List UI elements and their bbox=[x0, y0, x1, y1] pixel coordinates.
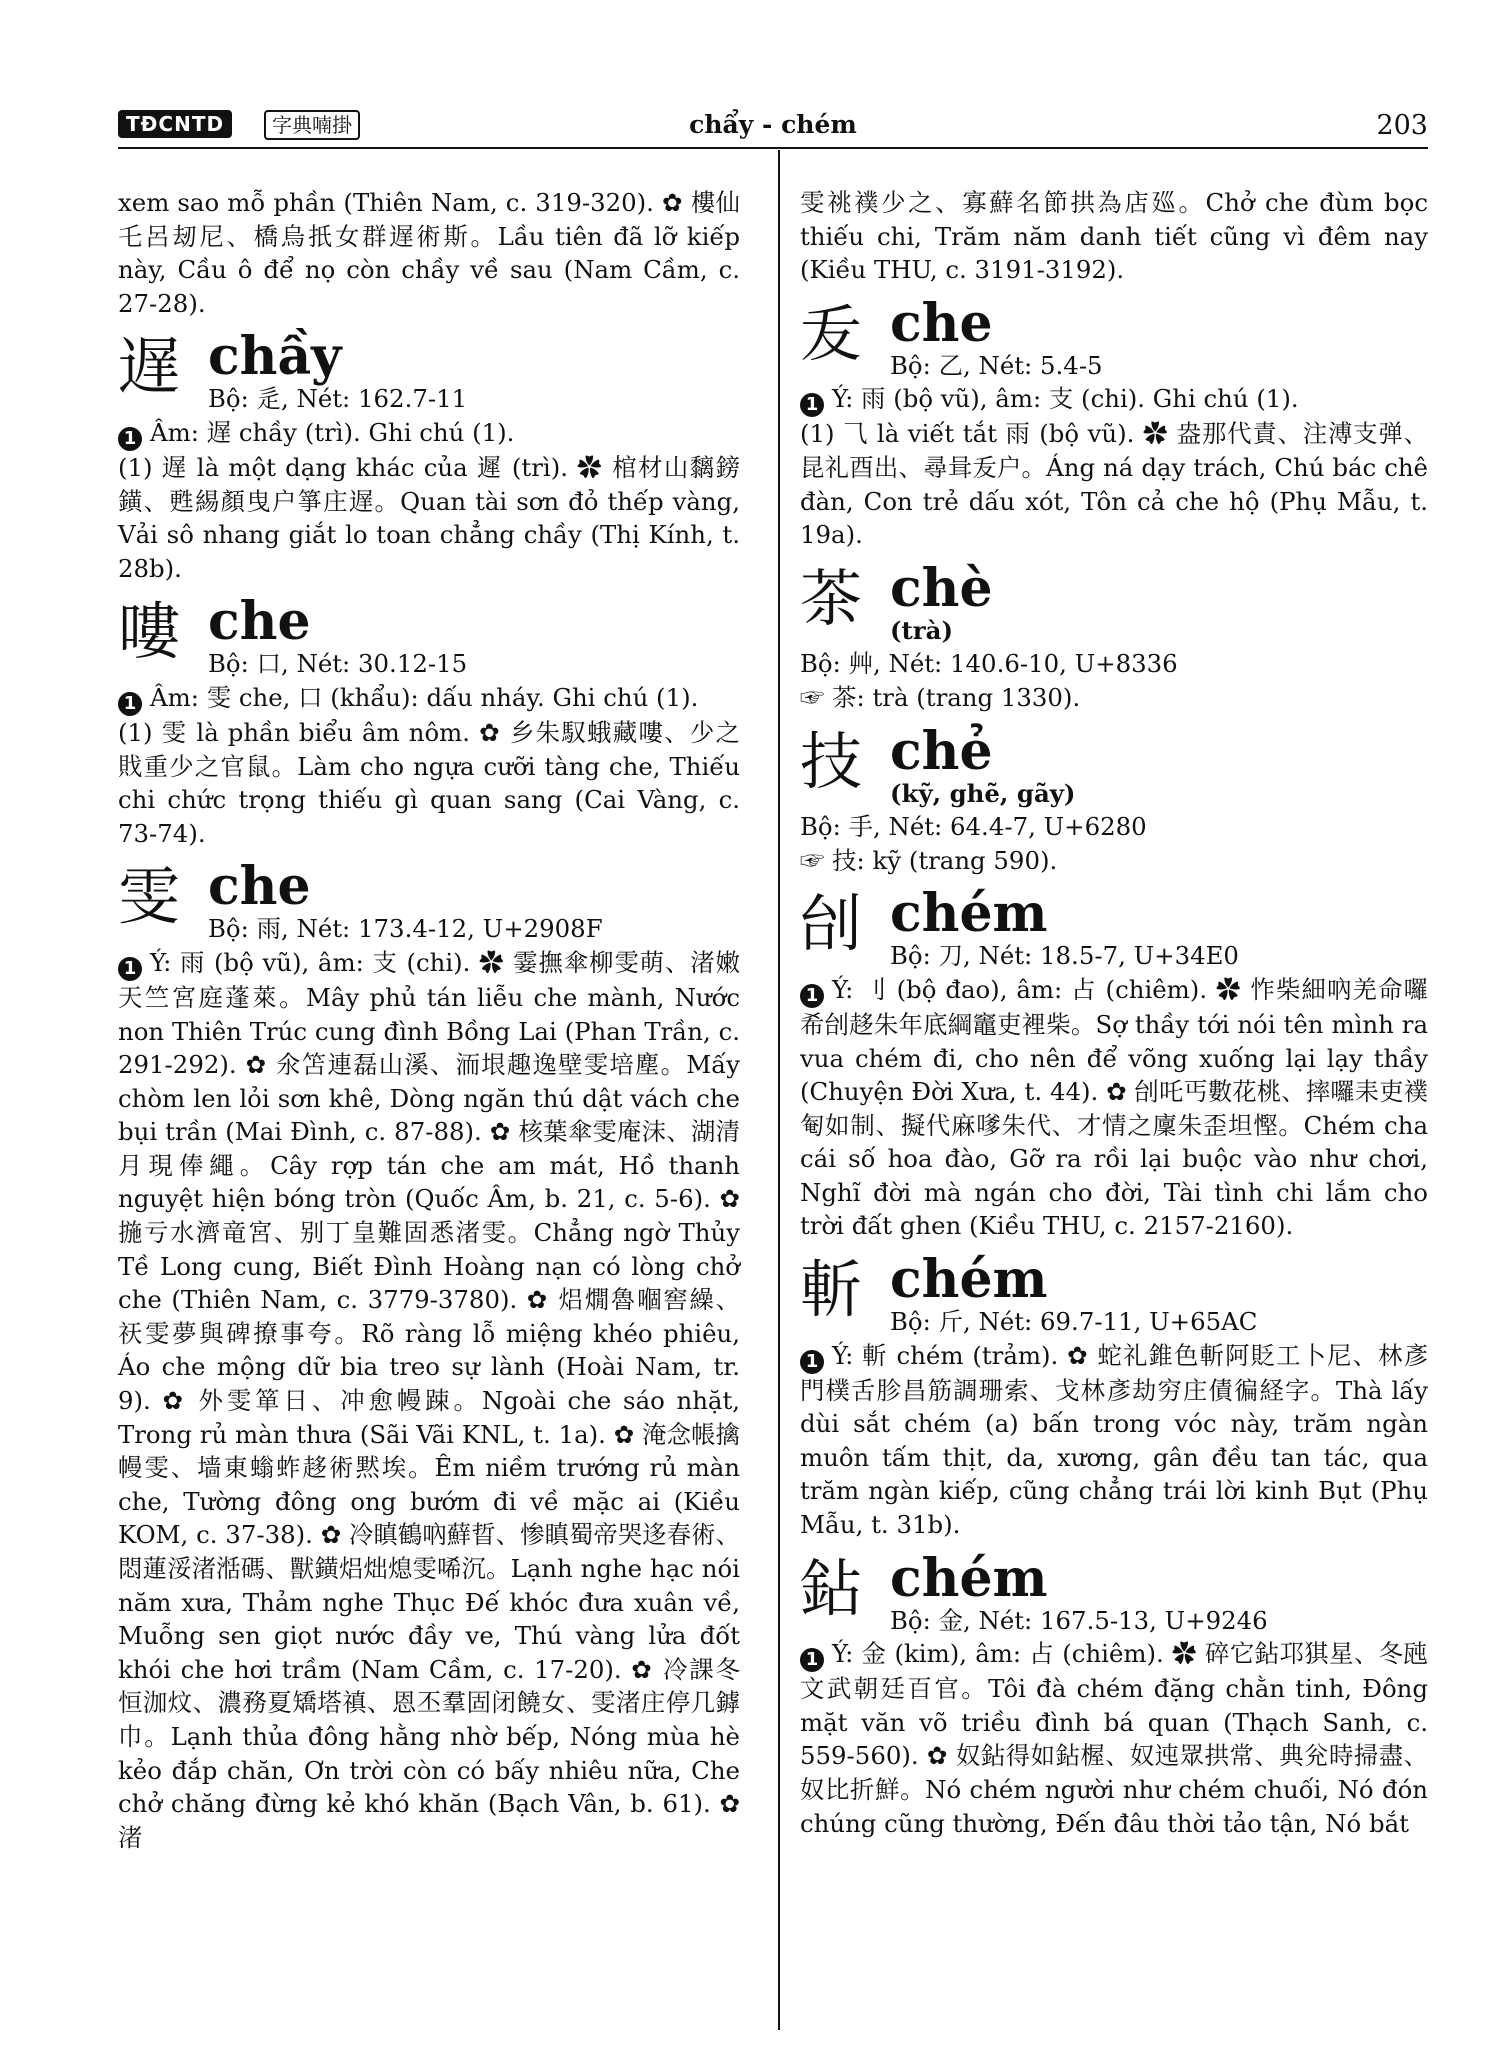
entry-headword: chém bbox=[890, 1547, 1048, 1609]
sense bbox=[118, 681, 740, 716]
continued-text: 雯祧襆少之、寡蘚名節拱為店廵。Chở che đùm bọc thiếu chi, Trăm năm danh tiết cũng vì đêm nay (Kiều THU, c. 3191-3192). bbox=[800, 188, 1428, 285]
sense-text: Âm: 遅 chầy (trì). Ghi chú (1). bbox=[150, 417, 515, 447]
cross-reference[interactable]: ☞ 茶: trà (trang 1330). bbox=[800, 682, 1081, 712]
entry-che-3 bbox=[800, 292, 1428, 552]
entry-header: Bộ: 手, Nét: 64.4-7, U+6280 bbox=[800, 812, 1147, 842]
entry-han-glyph: 茶 bbox=[800, 561, 863, 635]
page-header bbox=[118, 108, 1428, 144]
sense-text: Ý: 雨 (bộ vũ), âm: 支 (chi). Ghi chú (1). bbox=[832, 384, 1299, 414]
entry-che-2 bbox=[118, 858, 740, 1854]
note: (1) 遅 là một dạng khác của 遲 (trì). ✿ 棺材山黐鎊鐄、甦緆顏曳户箏庄遅。Quan tài sơn đỏ thếp vàng, Vải sô nhang giắt lo toan chẳng chầy (Thị Kính, t. 28b). bbox=[118, 452, 740, 583]
entry-headword: chém bbox=[890, 1249, 1048, 1311]
entry-header: Bộ: 金, Nét: 167.5-13, U+9246 bbox=[890, 1605, 1268, 1635]
sense-text: Ý: 刂 (bộ đao), âm: 占 (chiêm). ✿ 怍柴細吶羌命囉希刣趍朱年底綱竈吏裡柴。Sợ thầy tới nói tên mình ra vua chém đi, cho nên để võng xuống lại lạy thầy (Chuyện Đời Xưa, t. 44). ✿ 刣吒丐數花桃、摔囉耒吏襆匎如制、擬代麻嗲朱代、才情之廩朱歪坦慳。Chém cha cái số hoa đào, Gỡ ra rồi lại buộc vào như chơi, Nghĩ đời mà ngán cho đời, Tài tình chi lắm cho trời đất ghen (Kiều THU, c. 2157-2160). bbox=[800, 974, 1428, 1241]
sense bbox=[800, 1637, 1428, 1840]
entry-chem-3 bbox=[800, 1547, 1428, 1841]
sense-text: Ý: 斬 chém (trảm). ✿ 蛇礼錐色斬阿貶工卜尼、林彥門樸舌胗昌筋調珊索、戈林彥劫穷庄債徧経字。Thà lấy dùi sắt chém (a) bấn trong vóc này, trăm ngàn muôn tấm thịt, da, xương, gân đều tan tác, qua trăm ngàn kiếp, cũng chẳng trái lời kinh Bụt (Phụ Mẫu, t. 31b). bbox=[800, 1340, 1428, 1540]
continued-text: xem sao mỗ phần (Thiên Nam, c. 319-320). ✿ 樓仙乇呂刼尼、橋烏扺女群遅術斯。Lầu tiên đã lỡ kiếp này, Cầu ô để nọ còn chầy về sau (Nam Cầm, c. 27-28). bbox=[118, 188, 740, 318]
sense-number: 1 bbox=[118, 427, 142, 451]
sense bbox=[800, 1339, 1428, 1542]
sense-number: 1 bbox=[800, 1648, 824, 1672]
sense bbox=[800, 973, 1428, 1243]
entry-han-glyph: 叐 bbox=[800, 296, 863, 370]
entry-headword: che bbox=[890, 292, 993, 354]
page-number: 203 bbox=[1376, 110, 1428, 141]
entry-chem-1 bbox=[800, 885, 1428, 1243]
sense-number: 1 bbox=[800, 1350, 824, 1374]
entry-alt-readings: (trà) bbox=[890, 615, 954, 645]
entry-che-1 bbox=[118, 593, 740, 850]
entry-han-glyph: 技 bbox=[800, 724, 863, 798]
entry-headword: chè bbox=[890, 557, 993, 619]
left-column bbox=[118, 186, 740, 1854]
entry-headword: chém bbox=[890, 883, 1048, 945]
entry-header: Bộ: 刀, Nét: 18.5-7, U+34E0 bbox=[890, 941, 1239, 971]
running-title: chẩy - chém bbox=[689, 110, 857, 139]
sense bbox=[118, 416, 740, 451]
entry-han-glyph: 遅 bbox=[118, 330, 181, 404]
entry-headword: chẻ bbox=[890, 720, 993, 782]
entry-chem-2 bbox=[800, 1251, 1428, 1542]
sense bbox=[800, 382, 1428, 417]
entry-header: Bộ: 辵, Nét: 162.7-11 bbox=[208, 384, 468, 414]
entry-alt-readings: (kỹ, ghẽ, gãy) bbox=[890, 778, 1076, 808]
header-rule bbox=[118, 147, 1428, 149]
entry-headword: che bbox=[208, 591, 311, 653]
sense-number: 1 bbox=[118, 692, 142, 716]
right-column bbox=[800, 186, 1428, 1840]
cross-reference[interactable]: ☞ 技: kỹ (trang 590). bbox=[800, 845, 1058, 875]
sense bbox=[118, 946, 740, 1854]
entry-han-glyph: 鉆 bbox=[800, 1551, 863, 1625]
entry-han-glyph: 斬 bbox=[800, 1253, 863, 1327]
note: (1) ⺄ là viết tắt 雨 (bộ vũ). ✿ 盎那代責、注溥支弹、昆礼酉出、尋咠叐户。Áng ná dạy trách, Chú bác chê đàn, Con trẻ dấu xót, Tôn cả che hộ (Phụ Mẫu, t. 19a). bbox=[800, 419, 1428, 550]
note: (1) 雯 là phần biểu âm nôm. ✿ 乡朱馭蛾藏嘍、少之戝重少之官鼠。Làm cho ngựa cưỡi tàng che, Thiếu chi chức trọng thiếu gì quan sang (Cai Vàng, c. 73-74). bbox=[118, 717, 740, 848]
entry-han-glyph: 刣 bbox=[800, 887, 863, 961]
entry-han-glyph: 嘍 bbox=[118, 595, 181, 669]
entry-header: Bộ: 艸, Nét: 140.6-10, U+8336 bbox=[800, 649, 1178, 679]
sense-text: Ý: 金 (kim), âm: 占 (chiêm). ✿ 碎它鉆邛猉星、冬瓲文武朝廷百官。Tôi đà chém đặng chằn tinh, Đông mặt văn võ triều đình bá quan (Thạch Sanh, c. 559-560). ✿ 奴鉆得如鉆楃、奴迍眾拱常、典兊時掃盡、奴比折鮮。Nó chém người như chém chuối, Nó đón chúng cũng thường, Đến đâu thời tảo tận, Nó bắt bbox=[800, 1639, 1428, 1838]
entry-header: Bộ: 口, Nét: 30.12-15 bbox=[208, 649, 468, 679]
series-logo-han: 字典喃掛 bbox=[264, 110, 360, 140]
sense-number: 1 bbox=[800, 984, 824, 1008]
sense-number: 1 bbox=[800, 393, 824, 417]
sense-number: 1 bbox=[118, 957, 142, 981]
series-logo: TĐCNTD bbox=[118, 110, 232, 138]
entry-che-ky bbox=[800, 720, 1428, 878]
column-divider bbox=[778, 150, 780, 2030]
entry-han-glyph: 雯 bbox=[118, 860, 181, 934]
entry-headword: che bbox=[208, 856, 311, 918]
entry-che-tra bbox=[800, 557, 1428, 715]
sense-text: Ý: 雨 (bộ vũ), âm: 支 (chi). ✿ 霎撫傘柳雯萌、渚嫩天竺宮庭蓬萊。Mây phủ tán liễu che mành, Nước non Thiên Trúc cung đình Bồng Lai (Phan Trần, c. 291-292). ✿ 氽笘連磊山溪、洏垠趣逸壁雯培塵。Mấy chòm len lỏi sơn khê, Dòng ngăn thú dật vách che bụi trần (Mai Đình, c. 87-88). ✿ 核葉傘雯庵沫、湖清月現俸繩。Cây rợp tán che am mát, Hồ thanh nguyệt hiện bóng tròn (Quốc Âm, b. 21, c. 5-6). ✿ 揓亏水濟竜宮、别丁皇難固悉渚雯。Chẳng ngờ Thủy Tề Long cung, Biết Đình Hoàng nạn có lòng chở che (Thiên Nam, c. 3779-3780). ✿ 焒燗魯嗰窖繰、祆雯夢與碑撩事夸。Rõ ràng lỗ miệng khéo phiêu, Áo che mộng dữ bia treo sự lành (Hoài Nam, tr. 9). ✿ 外雯箪日、冲愈幔踈。Ngoài che sáo nhặt, Trong rủ màn thưa (Sãi Vãi KNL, t. 1a). ✿ 淹念帳擒幔雯、墙東螉蚱趍術黙埃。Êm niềm trướng rủ màn che, Tường đông ong bướm đi về mặc ai (Kiều KOM, c. 37-38). ✿ 冷瞋鶴吶蘚晢、惨瞋蜀帝哭迻春術、悶蓮浽渚湉碼、獸鐄焒炪熄雯唏沉。Lạnh nghe hạc nói năm xưa, Thảm nghe Thục Đế khóc đưa xuân về, Muỗng sen giọt nước đầy ve, Thú vàng lửa đốt khói che hơi trầm (Nam Cầm, c. 17-20). ✿ 冷課冬恒泇炆、濃務夏矯塔禛、恩丕羣固闭饒女、雯渚庄停几鏬巾。Lạnh thủa đông hằng nhờ bếp, Nóng mùa hè kẻo đắp chăn, Ơn trời còn có bấy nhiêu nữa, Che chở chăng đừng kẻ khó khăn (Bạch Vân, b. 61). ✿ 渚 bbox=[118, 947, 740, 1852]
entry-chay bbox=[118, 328, 740, 585]
sense-text: Âm: 雯 che, 口 (khẩu): dấu nháy. Ghi chú (1). bbox=[150, 682, 699, 712]
entry-header: Bộ: 斤, Nét: 69.7-11, U+65AC bbox=[890, 1307, 1258, 1337]
entry-header: Bộ: 乙, Nét: 5.4-5 bbox=[890, 350, 1103, 380]
entry-header: Bộ: 雨, Nét: 173.4-12, U+2908F bbox=[208, 914, 603, 944]
entry-headword: chầy bbox=[208, 326, 342, 388]
